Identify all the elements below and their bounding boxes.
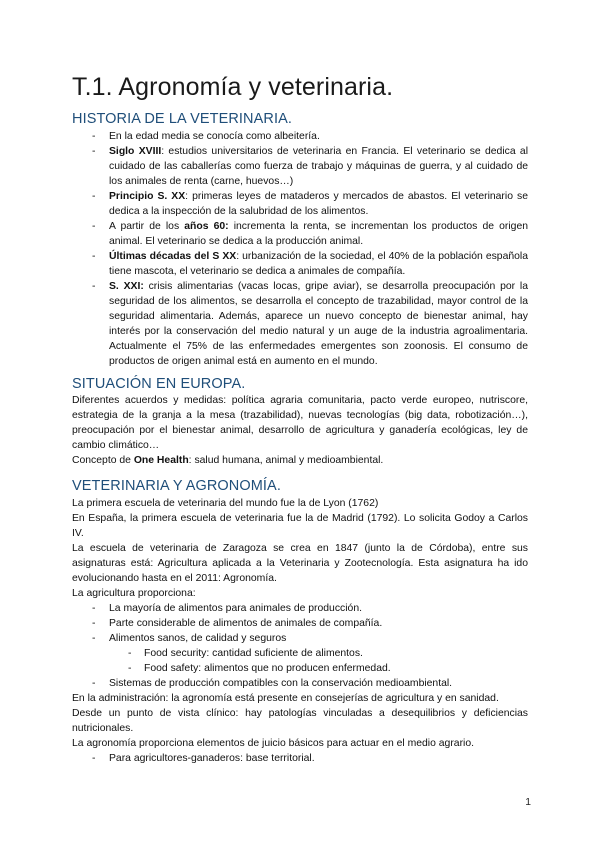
paragraph-medio-agrario: La agronomía proporciona elementos de juicio básicos para actuar en el medio agrario. xyxy=(72,738,475,749)
paragraph-agricultura: La agricultura proporciona: xyxy=(72,588,196,599)
list-item: - Para agricultores-ganaderos: base territorial. xyxy=(72,751,528,766)
list-item: - En la edad media se conocía como albeitería. xyxy=(72,129,528,144)
list-item: - Últimas décadas del S XX: urbanización de la sociedad, el 40% de la población española tiene mascota, el veterinario se dedica a animales de compañía. xyxy=(72,249,528,279)
paragraph-administracion: En la administración: la agronomía está presente en consejerías de agricultura y en sanidad. xyxy=(72,693,499,704)
historia-list xyxy=(72,129,528,369)
paragraph-lyon: La primera escuela de veterinaria del mundo fue la de Lyon (1762) xyxy=(72,498,379,509)
list-item: - La mayoría de alimentos para animales de producción. xyxy=(72,601,528,616)
list-item: - Siglo XVIII: estudios universitarios de veterinaria en Francia. El veterinario se dedica al cuidado de las caballerías como fuerza de trabajo y máquinas de guerra, y al cuidado de los animales de renta (carne, huevos…) xyxy=(72,144,528,189)
page-number: 1 xyxy=(525,797,531,808)
food-sublist xyxy=(72,646,528,676)
agricultura-list xyxy=(72,601,528,646)
list-item: - S. XXI: crisis alimentarias (vacas locas, gripe aviar), se desarrolla preocupación por la seguridad de los alimentos, se desarrolla el concepto de trazabilidad, mayor control de la seguridad alimentaria. Además, aparece un nuevo concepto de bienestar animal, hay interés por la conservación del medio natural y un auge de la industria agroalimentaria. Actualmente el 75% de las enfermedades emergentes son zoonosis. El consumo de productos de origen animal está en aumento en el mundo. xyxy=(72,279,528,369)
europa-section xyxy=(72,393,528,468)
list-item: - Sistemas de producción compatibles con la conservación medioambiental. xyxy=(72,676,528,691)
europa-paragraph: Diferentes acuerdos y medidas: política agraria comunitaria, pacto verde europeo, nutriscore, estrategia de la granja a la mesa (trazabilidad), nuevas tecnologías (big data, robotización…), preocupación por el bienestar animal, desarrollo de agricultura y ganadería ecológicas, ley de cambio climático… xyxy=(72,395,528,451)
paragraph-clinico: Desde un punto de vista clínico: hay patologías vinculadas a desequilibrios y deficiencias nutricionales. xyxy=(72,708,528,734)
sub-list-item: - Food security: cantidad suficiente de alimentos. xyxy=(72,646,528,661)
section-heading-historia: HISTORIA DE LA VETERINARIA. xyxy=(72,111,292,127)
sub-list-item: - Food safety: alimentos que no producen enfermedad. xyxy=(72,661,528,676)
page-title: T.1. Agronomía y veterinaria. xyxy=(72,73,394,101)
section-heading-europa: SITUACIÓN EN EUROPA. xyxy=(72,376,246,392)
list-item: - Parte considerable de alimentos de animales de compañía. xyxy=(72,616,528,631)
list-item: - A partir de los años 60: incrementa la renta, se incrementan los productos de origen animal. El veterinario se dedica a la producción animal. xyxy=(72,219,528,249)
agronomia-section xyxy=(72,496,528,766)
paragraph-madrid: En España, la primera escuela de veterinaria fue la de Madrid (1792). Lo solicita Godoy a Carlos IV. xyxy=(72,513,528,539)
list-item: - Principio S. XX: primeras leyes de mataderos y mercados de abastos. El veterinario se dedica a la inspección de la salubridad de los alimentos. xyxy=(72,189,528,219)
paragraph-zaragoza: La escuela de veterinaria de Zaragoza se crea en 1847 (junto la de Córdoba), entre sus asignaturas está: Agricultura aplicada a la Veterinaria y Zootecnología. Esta asignatura ha ido evolucionando hasta en el 2011: Agronomía. xyxy=(72,543,528,584)
one-health-paragraph: Concepto de One Health: salud humana, animal y medioambiental. xyxy=(72,455,384,466)
list-item: - Alimentos sanos, de calidad y seguros xyxy=(72,631,528,646)
agricultura-list-cont xyxy=(72,676,528,691)
final-list xyxy=(72,751,528,766)
section-heading-agronomia: VETERINARIA Y AGRONOMÍA. xyxy=(72,478,281,494)
historia-section xyxy=(72,129,528,369)
